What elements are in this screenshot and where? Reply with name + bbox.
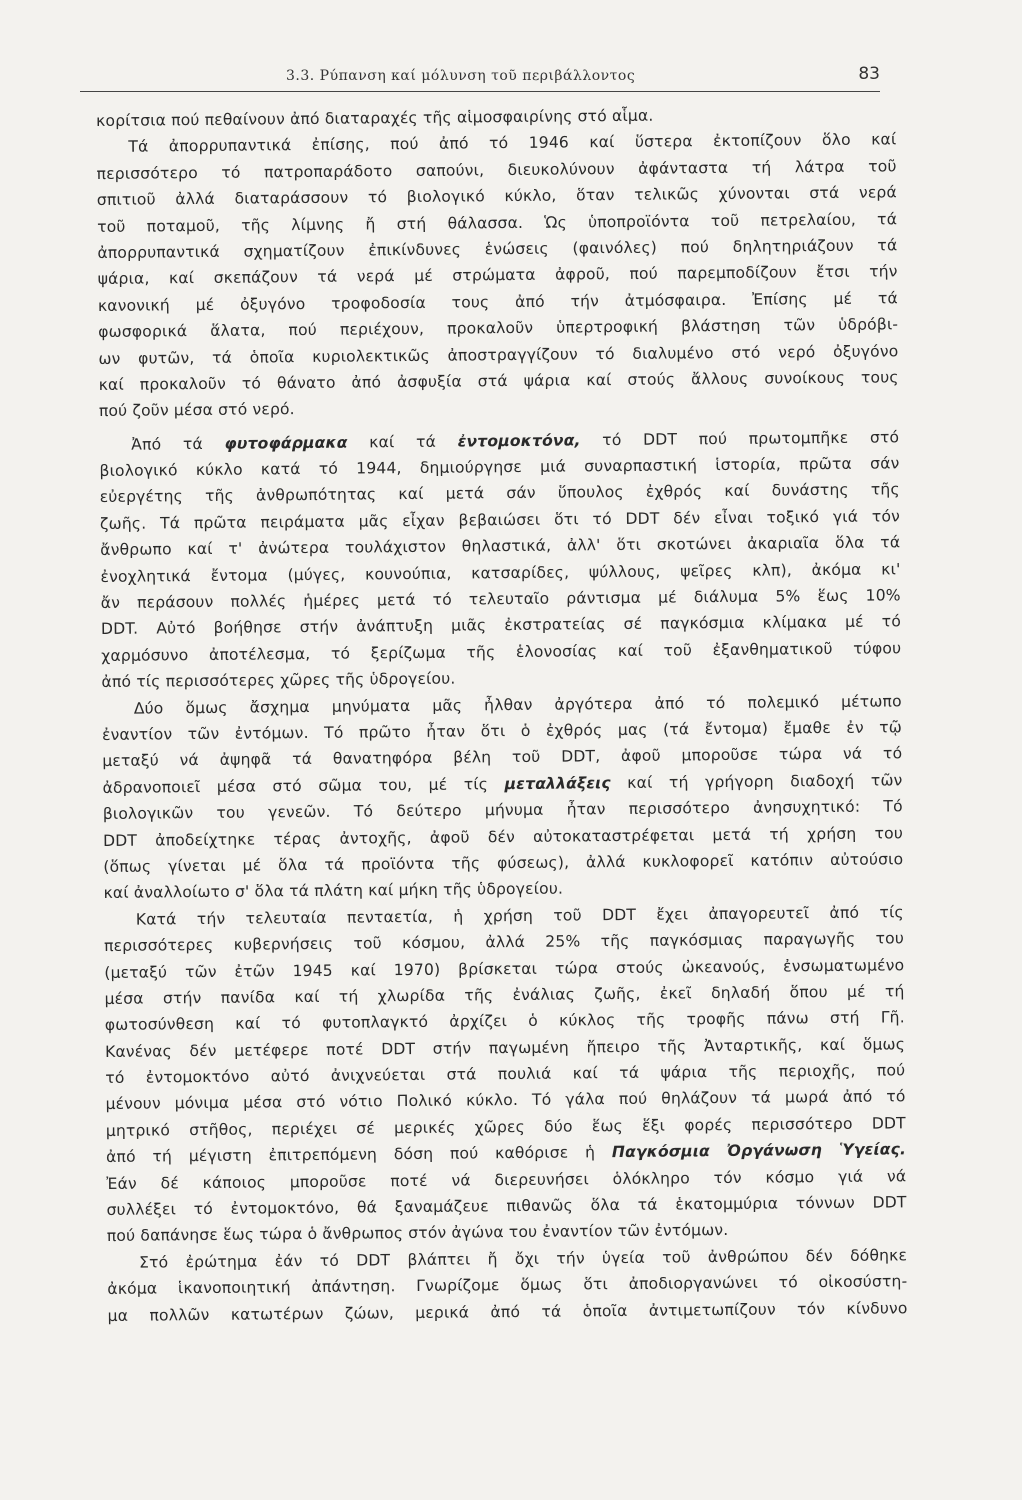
text-run: καί τή γρήγορη διαδοχή τῶν bbox=[610, 771, 903, 792]
text-line: μένουν μόνιμα μέσα στό νότιο Πολικό κύκλο. Τό γάλα πού θηλάζουν τά μωρά ἀπό τό bbox=[105, 1087, 906, 1114]
text-line: τοῦ ποταμοῦ, τῆς λίμνης ἤ στή θάλασσα. Ὡς ὑποπροϊόντα τοῦ πετρελαίου, τά bbox=[97, 209, 898, 236]
text-run: ἀπό τή μέγιστη ἐπιτρεπόμενη δόση πού καθόρισε ἡ bbox=[105, 1143, 612, 1167]
text-line: κανονική μέ ὀξυγόνο τροφοδοσία τους ἀπό τήν ἀτμόσφαιρα. Ἐπίσης μέ τά bbox=[97, 289, 898, 315]
text-run: τό DDT πού πρωτομπῆκε στό bbox=[580, 427, 900, 450]
text-run: ἀδρανοποιεῖ μέσα στό σῶμα του, μέ τίς bbox=[102, 774, 505, 797]
text-line: ἀκόμα ἱκανοποιητική ἀπάντηση. Γνωρίζομε ὅμως ὅτι ἀποδιοργανώνει τό οἰκοσύστη- bbox=[107, 1272, 908, 1299]
emphasis-insecticides: ἐντομοκτόνα, bbox=[457, 431, 581, 451]
text-line: εὐεργέτης τῆς ἀνθρωπότητας καί μετά σάν ὕπουλος ἐχθρός καί δυνάστης τῆς bbox=[99, 480, 900, 507]
text-line: χαρμόσυνο ἀποτέλεσμα, τό ξερίζωμα τῆς ἑλονοσίας καί τοῦ ἐξανθηματικοῦ τύφου bbox=[101, 639, 902, 665]
header-rule bbox=[80, 91, 880, 92]
text-line: ἀπορρυπαντικά σχηματίζουν ἐπικίνδυνες ἑνώσεις (φαινόλες) πού δηλητηριάζουν τά bbox=[97, 236, 898, 262]
text-line: βιολογικό κύκλο κατά τό 1944, δημιούργησε μιά συναρπαστική ἱστορία, πρῶτα σάν bbox=[99, 454, 900, 481]
running-header bbox=[80, 58, 880, 94]
text-line: DDT ἀποδείχτηκε τέρας ἀντοχῆς, ἀφοῦ δέν αὐτοκαταστρέφεται μετά τή χρήση του bbox=[102, 823, 904, 850]
text-line: Στό ἐρώτημα ἐάν τό DDT βλάπτει ἤ ὄχι τήν ὑγεία τοῦ ἀνθρώπου δέν δόθηκε bbox=[138, 1246, 908, 1272]
text-line: περισσότερο τό πατροπαράδοτο σαπούνι, διευκολύνουν ἀφάνταστα τή λάτρα τοῦ bbox=[96, 157, 897, 183]
text-line: Δύο ὅμως ἄσχημα μηνύματα μᾶς ἦλθαν ἀργότερα ἀπό τό πολεμικό μέτωπο bbox=[133, 691, 902, 718]
text-line: βιολογικῶν του γενεῶν. Τό δεύτερο μήνυμα ἦταν περισσότερο ἀνησυχητικό: Τό bbox=[102, 797, 903, 824]
page-number: 83 bbox=[858, 64, 880, 84]
text-line: φωσφορικά ἅλατα, πού περιέχουν, προκαλοῦν ὑπερτροφική βλάστηση τῶν ὑδρόβι- bbox=[98, 315, 899, 342]
text-line: συλλέξει τό ἐντομοκτόνο, θά ξαναμάζευε πιθανῶς ὅλα τά ἑκατομμύρια τόννων DDT bbox=[106, 1193, 907, 1219]
text-line: καί ἀναλλοίωτο σ' ὅλα τά πλάτη καί μήκη τῆς ὑδρογείου. bbox=[103, 879, 564, 903]
text-line: περισσότερες κυβερνήσεις τοῦ κόσμου, ἀλλά 25% τῆς παγκόσμιας παραγωγῆς του bbox=[103, 929, 905, 956]
text-line: πού ζοῦν μέσα στό νερό. bbox=[98, 400, 295, 421]
text-line: ἄνθρωπο καί τ' ἀνώτερα τουλάχιστον θηλαστικά, ἀλλ' ὅτι σκοτώνει ἀκαριαῖα ὅλα τά bbox=[100, 533, 901, 560]
body-text bbox=[96, 100, 908, 1329]
text-run: Ἀπό τά bbox=[131, 434, 225, 454]
text-line: ψάρια, καί σκεπάζουν τά νερά μέ στρώματα ἀφροῦ, πού παρεμποδίζουν ἔτσι τήν bbox=[97, 262, 898, 289]
text-line: ἐναντίον τῶν ἐντόμων. Τό πρῶτο ἦταν ὅτι ὁ ἐχθρός μας (τά ἔντομα) ἔμαθε ἐν τῷ bbox=[101, 718, 903, 744]
text-line: Κατά τήν τελευταία πενταετία, ἡ χρήση τοῦ DDT ἔχει ἀπαγορευτεῖ ἀπό τίς bbox=[135, 903, 904, 929]
text-line: Κανένας δέν μετέφερε ποτέ DDT στήν παγωμένη ἤπειρο τῆς Ἀνταρτικῆς, καί ὅμως bbox=[104, 1034, 906, 1061]
text-line: ἄν περάσουν πολλές ἡμέρες μετά τό τελευταῖο ράντισμα μέ διάλυμα 5% ἕως 10% bbox=[100, 586, 901, 613]
emphasis-pesticides: φυτοφάρμακα bbox=[224, 433, 348, 453]
text-run: καί τά bbox=[347, 432, 458, 452]
text-line: κορίτσια πού πεθαίνουν ἀπό διαταραχές τῆς αἱμοσφαιρίνης στό αἷμα. bbox=[96, 106, 654, 130]
emphasis-who: Παγκόσμια Ὀργάνωση Ὑγείας. bbox=[611, 1140, 907, 1162]
text-line: καί προκαλοῦν τό θάνατο ἀπό ἀσφυξία στά ψάρια καί στούς ἄλλους συνοίκους τους bbox=[98, 368, 899, 394]
text-line: τό ἐντομοκτόνο αὐτό ἀνιχνεύεται στά πουλιά καί τά ψάρια τῆς περιοχῆς, πού bbox=[105, 1061, 906, 1088]
text-line: ων φυτῶν, τά ὁποῖα κυριολεκτικῶς ἀποστραγγίζουν τό διαλυμένο στό νερό ὀξυγόνο bbox=[98, 341, 899, 368]
text-line: ἀπό τίς περισσότερες χῶρες τῆς ὑδρογείου. bbox=[101, 669, 456, 692]
text-line: πού δαπάνησε ἕως τώρα ὁ ἄνθρωπος στόν ἀγώνα του ἐναντίον τῶν ἐντόμων. bbox=[106, 1221, 729, 1246]
text-line: Ἐάν δέ κάποιος μποροῦσε ποτέ νά διερευνήσει ὁλόκληρο τόν κόσμο γιά νά bbox=[106, 1166, 907, 1193]
text-line: μα πολλῶν κατωτέρων ζώων, μερικά ἀπό τά ὁποῖα ἀντιμετωπίζουν τόν κίνδυνο bbox=[107, 1298, 908, 1325]
text-line: (ὅπως γίνεται μέ ὅλα τά προϊόντα τῆς φύσεως), ἀλλά κυκλοφορεῖ κατόπιν αὐτούσιο bbox=[103, 850, 904, 876]
text-line: ζωῆς. Τά πρῶτα πειράματα μᾶς εἶχαν βεβαιώσει ὅτι τό DDT δέν εἶναι τοξικό γιά τόν bbox=[99, 507, 901, 533]
text-line: (μεταξύ τῶν ἐτῶν 1945 καί 1970) βρίσκεται τώρα στούς ὠκεανούς, ἐνσωματωμένο bbox=[104, 955, 905, 982]
text-line: Τά ἀπορρυπαντικά ἐπίσης, πού ἀπό τό 1946 καί ὕστερα ἐκτοπίζουν ὅλο καί bbox=[128, 130, 897, 157]
text-line: φωτοσύνθεση καί τό φυτοπλαγκτό ἀρχίζει ὁ κύκλος τῆς τροφῆς πάνω στή Γῆ. bbox=[104, 1008, 905, 1035]
text-line: μέσα στήν πανίδα καί τή χλωρίδα τῆς ἐνάλιας ζωῆς, ἐκεῖ δηλαδή ὅπου μέ τή bbox=[104, 982, 905, 1008]
text-line: σπιτιοῦ ἀλλά διαταράσσουν τό βιολογικό κύκλο, ὅταν τελικῶς χύνονται στά νερά bbox=[96, 183, 897, 210]
emphasis-mutations: μεταλλάξεις bbox=[504, 773, 611, 793]
text-line: μεταξύ νά ἀψηφᾶ τά θανατηφόρα βέλη τοῦ DDT, ἀφοῦ μποροῦσε τώρα νά τό bbox=[102, 744, 903, 771]
running-title: 3.3. Ρύπανση καί μόλυνση τοῦ περιβάλλοντος bbox=[286, 68, 636, 84]
text-line: ἐνοχλητικά ἔντομα (μύγες, κουνούπια, κατσαρίδες, ψύλλους, ψεῖρες κλπ), ἀκόμα κι' bbox=[100, 559, 901, 586]
text-line: DDT. Αὐτό βοήθησε στήν ἀνάπτυξη μιᾶς ἐκστρατείας σέ παγκόσμια κλίμακα μέ τό bbox=[100, 612, 902, 639]
text-line: μητρικό στῆθος, περιέχει σέ μερικές χῶρες δύο ἕως ἕξι φορές περισσότερο DDT bbox=[105, 1114, 906, 1140]
